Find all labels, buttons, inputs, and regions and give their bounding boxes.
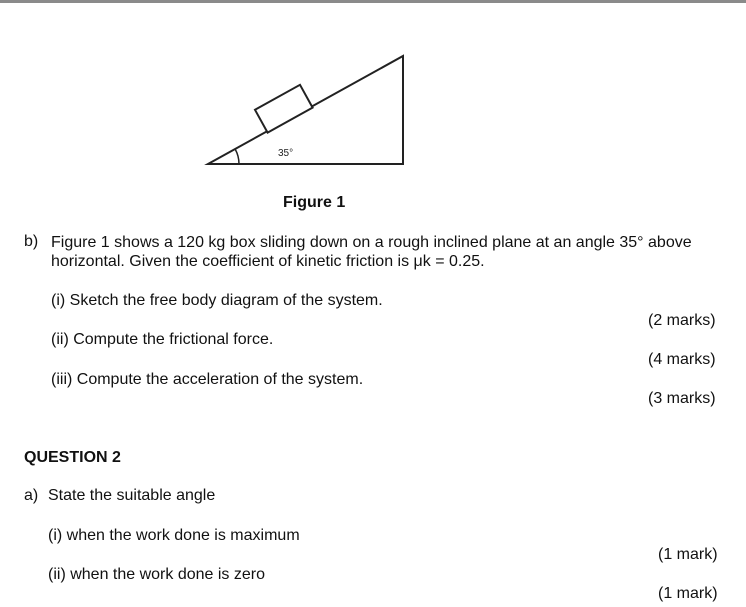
question-b-label: b) (24, 233, 39, 250)
angle-arc (235, 149, 239, 164)
page-top-border (0, 0, 746, 3)
question-2a-part-i: (i) when the work done is maximum (48, 527, 300, 544)
question-b-part-ii: (ii) Compute the frictional force. (51, 331, 274, 348)
question-2a-part-ii-marks: (1 mark) (658, 585, 718, 602)
question-b-line2: horizontal. Given the coefficient of kinetic friction is μk = 0.25. (51, 253, 485, 270)
question-b-part-i: (i) Sketch the free body diagram of the system. (51, 292, 383, 309)
question-2a-text: State the suitable angle (48, 487, 216, 504)
inclined-plane-figure (200, 50, 415, 170)
angle-label: 35° (278, 148, 294, 159)
question-b-part-iii: (iii) Compute the acceleration of the system. (51, 371, 364, 388)
question-2a-part-i-marks: (1 mark) (658, 546, 718, 563)
question-b-text (51, 233, 731, 271)
question-2a-label: a) (24, 487, 39, 504)
question-b-part-i-marks: (2 marks) (648, 312, 716, 329)
question-2-heading: QUESTION 2 (24, 449, 121, 466)
box-on-incline (255, 85, 313, 133)
figure-caption: Figure 1 (283, 194, 346, 211)
question-2a-part-ii: (ii) when the work done is zero (48, 566, 265, 583)
question-b-part-ii-marks: (4 marks) (648, 351, 716, 368)
question-b-part-iii-marks: (3 marks) (648, 390, 716, 407)
question-b-line1: Figure 1 shows a 120 kg box sliding down on a rough inclined plane at an angle 35° above (51, 234, 692, 251)
